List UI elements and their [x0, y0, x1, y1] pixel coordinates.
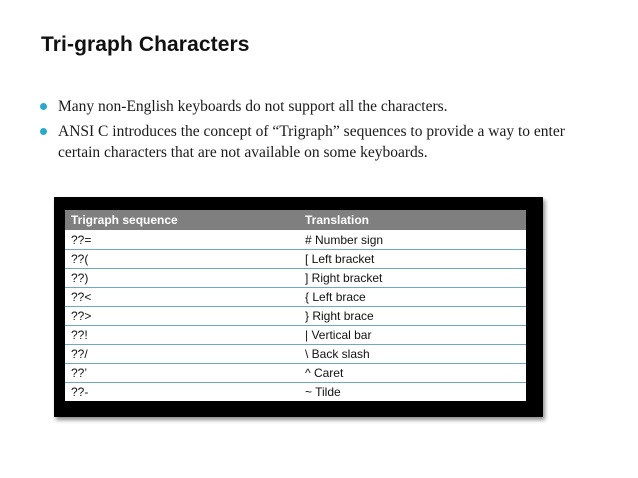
table-row — [65, 250, 526, 269]
table-row — [65, 345, 526, 364]
table-image-frame — [54, 197, 543, 417]
header-sequence: Trigraph sequence — [65, 210, 299, 231]
cell-translation: # Number sign — [299, 231, 526, 250]
cell-translation: { Left brace — [299, 288, 526, 307]
bullet-item — [38, 121, 598, 163]
cell-translation: [ Left bracket — [299, 250, 526, 269]
header-translation: Translation — [299, 210, 526, 231]
table-header-row — [65, 210, 526, 231]
bullet-item — [38, 96, 598, 117]
cell-sequence: ??( — [65, 250, 299, 269]
cell-sequence: ??= — [65, 231, 299, 250]
table-row — [65, 383, 526, 402]
table-container — [65, 210, 526, 401]
cell-sequence: ??< — [65, 288, 299, 307]
cell-sequence: ??/ — [65, 345, 299, 364]
table-row — [65, 231, 526, 250]
cell-translation: ] Right bracket — [299, 269, 526, 288]
cell-sequence: ??! — [65, 326, 299, 345]
table-row — [65, 307, 526, 326]
cell-translation: | Vertical bar — [299, 326, 526, 345]
table-row — [65, 326, 526, 345]
bullet-text: Many non-English keyboards do not support all the characters. — [58, 98, 448, 115]
cell-sequence: ??’ — [65, 364, 299, 383]
cell-translation: \ Back slash — [299, 345, 526, 364]
table-row — [65, 288, 526, 307]
cell-sequence: ??) — [65, 269, 299, 288]
bullet-text: ANSI C introduces the concept of “Trigraph” sequences to provide a way to enter certain characters that are not available on some keyboards. — [58, 123, 565, 161]
bullet-icon — [40, 128, 47, 135]
trigraph-table — [65, 210, 526, 401]
bullet-icon — [40, 103, 47, 110]
table-row — [65, 364, 526, 383]
cell-translation: ^ Caret — [299, 364, 526, 383]
cell-sequence: ??> — [65, 307, 299, 326]
bullet-list — [38, 96, 598, 167]
table-row — [65, 269, 526, 288]
cell-translation: ~ Tilde — [299, 383, 526, 402]
cell-sequence: ??- — [65, 383, 299, 402]
cell-translation: } Right brace — [299, 307, 526, 326]
slide-title: Tri-graph Characters — [41, 33, 250, 56]
